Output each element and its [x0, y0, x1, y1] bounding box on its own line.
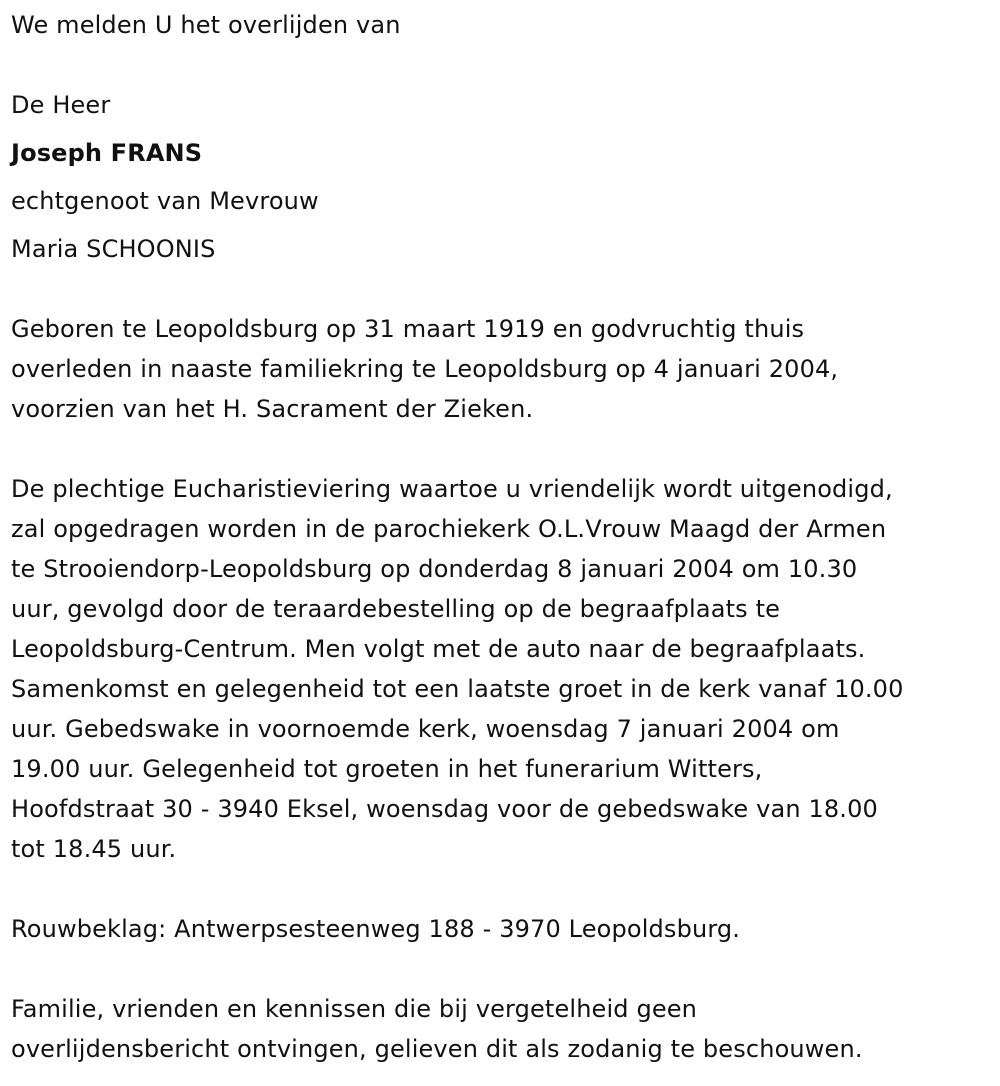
birth-death-line: overleden in naaste familiekring te Leopoldsburg op 4 januari 2004, [11, 355, 839, 383]
birth-death-line: voorzien van het H. Sacrament der Zieken. [11, 395, 534, 423]
ceremony-line: tot 18.45 uur. [11, 835, 177, 863]
closing-line: overlijdensbericht ontvingen, gelieven dit als zodanig te beschouwen. [11, 1035, 863, 1063]
birth-death-line: Geboren te Leopoldsburg op 31 maart 1919 en godvruchtig thuis [11, 315, 805, 343]
ceremony-line: uur. Gebedswake in voornoemde kerk, woensdag 7 januari 2004 om [11, 715, 840, 743]
deceased-name: Joseph FRANS [11, 139, 203, 167]
intro-text: We melden U het overlijden van [11, 11, 401, 39]
condolences-address: Rouwbeklag: Antwerpsesteenweg 188 - 3970 Leopoldsburg. [11, 915, 741, 943]
spouse-relation: echtgenoot van Mevrouw [11, 187, 319, 215]
ceremony-line: De plechtige Eucharistieviering waartoe u vriendelijk wordt uitgenodigd, [11, 475, 893, 503]
spouse-name: Maria SCHOONIS [11, 235, 216, 263]
ceremony-line: Hoofdstraat 30 - 3940 Eksel, woensdag voor de gebedswake van 18.00 [11, 795, 878, 823]
ceremony-line: Leopoldsburg-Centrum. Men volgt met de auto naar de begraafplaats. [11, 635, 866, 663]
ceremony-line: 19.00 uur. Gelegenheid tot groeten in het funerarium Witters, [11, 755, 763, 783]
ceremony-line: Samenkomst en gelegenheid tot een laatste groet in de kerk vanaf 10.00 [11, 675, 904, 703]
closing-line: Familie, vrienden en kennissen die bij vergetelheid geen [11, 995, 698, 1023]
ceremony-line: te Strooiendorp-Leopoldsburg op donderdag 8 januari 2004 om 10.30 [11, 555, 858, 583]
honorific-title: De Heer [11, 91, 111, 119]
ceremony-line: uur, gevolgd door de teraardebestelling op de begraafplaats te [11, 595, 781, 623]
ceremony-line: zal opgedragen worden in de parochiekerk O.L.Vrouw Maagd der Armen [11, 515, 887, 543]
